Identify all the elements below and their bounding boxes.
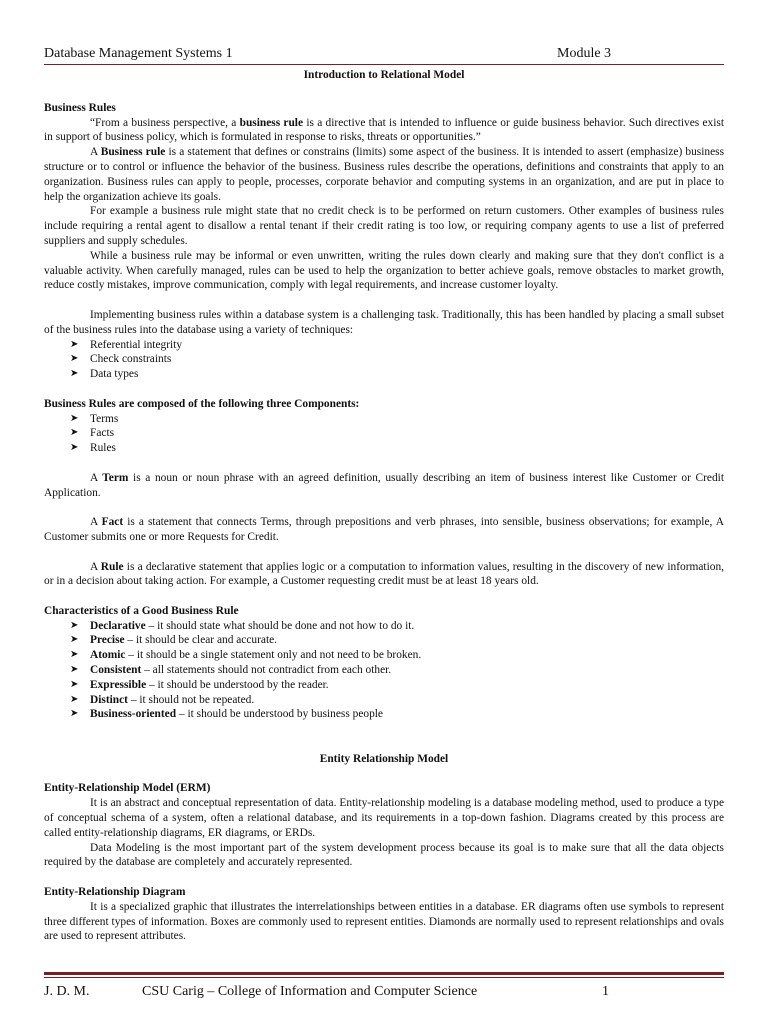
- implementing-rules-paragraph: Implementing business rules within a database system is a challenging task. Traditionally, this has been handled by placing a small subset of the business rules into the database using a variety of techniques:: [44, 308, 724, 336]
- data-modeling-paragraph: Data Modeling is the most important part of the system development process because its goal is to make sure that all the data objects required by the database are completely and accurately represented.: [44, 841, 724, 869]
- footer-school: CSU Carig – College of Information and Computer Science: [142, 984, 478, 999]
- arrow-bullet-icon: ➤: [70, 353, 79, 365]
- business-rules-heading: Business Rules: [44, 101, 116, 114]
- arrow-bullet-icon: ➤: [70, 368, 79, 380]
- arrow-bullet-icon: ➤: [70, 693, 79, 705]
- footer-page-number: 1: [602, 984, 609, 999]
- footer-divider-thin: [44, 977, 724, 978]
- erm-section-title: Entity Relationship Model: [319, 752, 449, 765]
- characteristics-list: [44, 619, 724, 723]
- rule-definition: A Rule is a declarative statement that applies logic or a computation to information values, resulting in the discovery of new information, or in a decision about taking action. For example, a Customer requesting credit must be at least 18 years old.: [44, 560, 724, 588]
- components-list: [44, 412, 724, 456]
- arrow-bullet-icon: ➤: [70, 412, 79, 424]
- header-module: Module 3: [557, 46, 612, 61]
- components-heading: Business Rules are composed of the following three Components:: [44, 397, 360, 410]
- document-body: [44, 68, 724, 944]
- list-item: ➤ Data types: [70, 368, 139, 381]
- list-item: ➤ Check constraints: [70, 353, 172, 366]
- list-item: ➤ Distinct – it should not be repeated.: [70, 693, 255, 706]
- erd-paragraph: It is a specialized graphic that illustrates the interrelationships between entities in a database. ER diagrams often use symbols to represent three different types of information. Boxes are commonly used to represent entities. Diamonds are normally used to represent relationships and ovals are used to represent attributes.: [44, 900, 724, 943]
- header-course: Database Management Systems 1: [44, 46, 233, 61]
- footer-divider-thick: [44, 972, 724, 975]
- erm-paragraph: It is an abstract and conceptual representation of data. Entity-relationship modeling is a database modeling method, used to produce a type of conceptual schema of a system, often a relational database, and its requirements in a top-down fashion. Diagrams created by this process are called entity-relationship diagrams, ER diagrams, or ERDs.: [44, 797, 724, 839]
- list-item: ➤ Business-oriented – it should be understood by business people: [70, 708, 383, 721]
- techniques-list: [44, 338, 724, 382]
- business-rule-value: While a business rule may be informal or even unwritten, writing the rules down clearly and making sure that they don't conflict is a valuable activity. When carefully managed, rules can be used to help the organization to better achieve goals, remove obstacles to market growth, reduce costly mistakes, improve communication, comply with legal requirements, and increase customer loyalty.: [44, 249, 724, 292]
- characteristics-heading: Characteristics of a Good Business Rule: [44, 604, 239, 617]
- arrow-bullet-icon: ➤: [70, 708, 79, 720]
- fact-definition: A Fact is a statement that connects Terms, through prepositions and verb phrases, into sensible, business observations; for example, A Customer submits one or more Requests for Credit.: [44, 516, 724, 543]
- term-definition: A Term is a noun or noun phrase with an agreed definition, usually describing an item of business interest like Customer or Credit Application.: [44, 471, 724, 499]
- header-divider: [44, 64, 724, 65]
- business-rules-quote: “From a business perspective, a business rule is a directive that is intended to influence or guide business behavior. Such directives exist in support of business policy, which is formulated in response to risks, threats or opportunities.”: [44, 116, 725, 144]
- erm-heading: Entity-Relationship Model (ERM): [44, 782, 211, 795]
- arrow-bullet-icon: ➤: [70, 338, 79, 350]
- arrow-bullet-icon: ➤: [70, 619, 79, 631]
- page-title: Introduction to Relational Model: [303, 69, 465, 81]
- arrow-bullet-icon: ➤: [70, 664, 79, 676]
- business-rule-example: For example a business rule might state that no credit check is to be performed on return customers. Other examples of business rules include requiring a rental agent to disallow a rental tenant if their credit rating is too low, or requiring company agents to use a list of preferred suppliers and supply schedules.: [44, 205, 724, 247]
- erd-heading: Entity-Relationship Diagram: [44, 886, 186, 899]
- list-item: ➤ Precise – it should be clear and accurate.: [70, 634, 278, 647]
- arrow-bullet-icon: ➤: [70, 442, 79, 454]
- arrow-bullet-icon: ➤: [70, 649, 79, 661]
- list-item: ➤ Declarative – it should state what should be done and not how to do it.: [70, 619, 415, 632]
- arrow-bullet-icon: ➤: [70, 678, 79, 690]
- list-item: ➤ Terms: [70, 412, 119, 425]
- business-rule-definition: A Business rule is a statement that defines or constrains (limits) some aspect of the business. It is intended to assert (emphasize) business structure or to control or influence the behavior of the business. Business rules describe the operations, definitions and constraints that apply to an organization. Business rules can apply to people, processes, corporate behavior and computing systems in an organization, and are put in place to help the organization achieve its goals.: [44, 146, 724, 203]
- arrow-bullet-icon: ➤: [70, 634, 79, 646]
- list-item: ➤ Expressible – it should be understood by the reader.: [70, 678, 329, 691]
- arrow-bullet-icon: ➤: [70, 427, 79, 439]
- footer-author: J. D. M.: [44, 984, 90, 999]
- list-item: ➤ Rules: [70, 442, 116, 455]
- list-item: ➤ Referential integrity: [70, 338, 183, 351]
- list-item: ➤ Atomic – it should be a single statement only and not need to be broken.: [70, 649, 422, 662]
- list-item: ➤ Facts: [70, 427, 115, 440]
- list-item: ➤ Consistent – all statements should not contradict from each other.: [70, 664, 392, 677]
